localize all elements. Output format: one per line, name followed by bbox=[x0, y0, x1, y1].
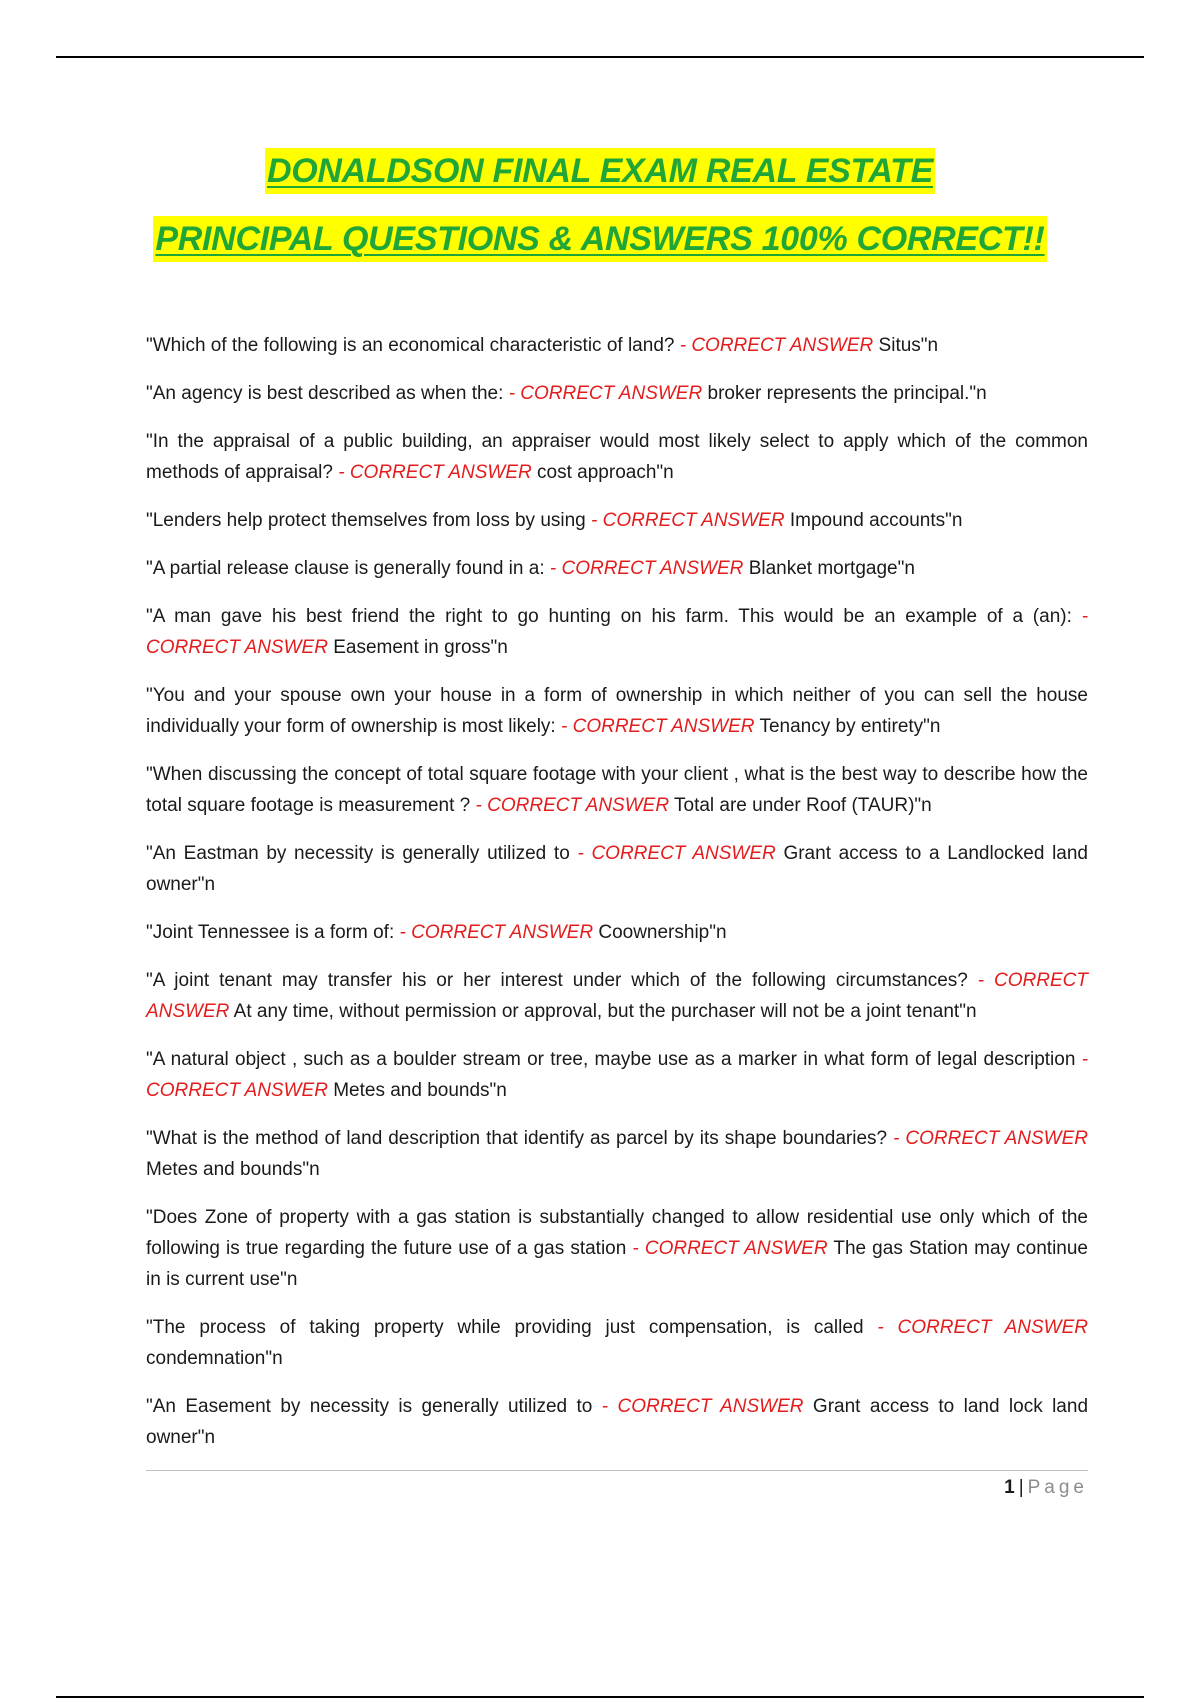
correct-answer-marker: - CORRECT ANSWER bbox=[146, 1049, 1089, 1101]
correct-answer-marker: - CORRECT ANSWER bbox=[146, 606, 1089, 658]
answer-text: cost approach"n bbox=[537, 462, 674, 483]
correct-answer-marker: - CORRECT ANSWER bbox=[893, 1128, 1088, 1149]
correct-answer-marker: - CORRECT ANSWER bbox=[561, 716, 755, 737]
qa-item bbox=[146, 505, 1088, 536]
correct-answer-marker: - CORRECT ANSWER bbox=[146, 970, 1088, 1022]
answer-text: At any time, without permission or approval, but the purchaser will not be a joint tenant"n bbox=[233, 1001, 977, 1022]
answer-text: Grant access to land lock land owner"n bbox=[146, 1396, 1089, 1448]
title-line-1: DONALDSON FINAL EXAM REAL ESTATE bbox=[265, 148, 935, 194]
qa-item bbox=[146, 330, 1088, 361]
question-text: "A partial release clause is generally found in a: bbox=[146, 558, 545, 579]
qa-item bbox=[146, 378, 1088, 409]
qa-item bbox=[146, 917, 1088, 948]
qa-item bbox=[146, 553, 1088, 584]
answer-text: Blanket mortgage"n bbox=[748, 558, 915, 579]
title-line-2: PRINCIPAL QUESTIONS & ANSWERS 100% CORRECT!! bbox=[153, 216, 1046, 262]
question-text: "You and your spouse own your house in a form of ownership in which neither of you can sell the house individually your form of ownership is most likely: bbox=[146, 685, 1088, 737]
question-text: "When discussing the concept of total square footage with your client , what is the best way to describe how the total square footage is measurement ? bbox=[146, 764, 1088, 816]
question-text: "An Easement by necessity is generally utilized to bbox=[146, 1396, 593, 1417]
question-text: "In the appraisal of a public building, an appraiser would most likely select to apply which of the common methods of appraisal? bbox=[146, 431, 1088, 483]
answer-text: Metes and bounds"n bbox=[333, 1080, 507, 1101]
page-separator: | bbox=[1018, 1477, 1024, 1498]
top-rule bbox=[56, 56, 1144, 58]
correct-answer-marker: - CORRECT ANSWER bbox=[679, 335, 874, 356]
page-label: Page bbox=[1027, 1477, 1088, 1498]
answer-text: broker represents the principal."n bbox=[707, 383, 987, 404]
answer-text: Easement in gross"n bbox=[333, 637, 508, 658]
qa-item bbox=[146, 1044, 1088, 1106]
qa-item bbox=[146, 1202, 1088, 1295]
document-title bbox=[0, 148, 1200, 262]
question-text: "Which of the following is an economical characteristic of land? bbox=[146, 335, 675, 356]
correct-answer-marker: - CORRECT ANSWER bbox=[632, 1238, 828, 1259]
answer-text: Tenancy by entirety"n bbox=[759, 716, 941, 737]
question-text: "An agency is best described as when the: bbox=[146, 383, 504, 404]
qa-item bbox=[146, 680, 1088, 742]
qa-item bbox=[146, 1312, 1088, 1374]
page-footer bbox=[1004, 1474, 1088, 1502]
question-text: "An Eastman by necessity is generally utilized to bbox=[146, 843, 570, 864]
qa-item bbox=[146, 838, 1088, 900]
qa-item bbox=[146, 601, 1088, 663]
qa-item bbox=[146, 759, 1088, 821]
answer-text: Metes and bounds"n bbox=[146, 1159, 320, 1180]
correct-answer-marker: - CORRECT ANSWER bbox=[591, 510, 785, 531]
footer-rule bbox=[146, 1470, 1088, 1471]
qa-item bbox=[146, 426, 1088, 488]
correct-answer-marker: - CORRECT ANSWER bbox=[577, 843, 776, 864]
question-text: "Lenders help protect themselves from loss by using bbox=[146, 510, 586, 531]
answer-text: condemnation"n bbox=[146, 1348, 283, 1369]
bottom-rule bbox=[56, 1696, 1144, 1698]
question-text: "Does Zone of property with a gas station is substantially changed to allow residential use only which of the following is true regarding the future use of a gas station bbox=[146, 1207, 1088, 1259]
answer-text: Impound accounts"n bbox=[789, 510, 963, 531]
correct-answer-marker: - CORRECT ANSWER bbox=[877, 1317, 1088, 1338]
question-text: "What is the method of land description that identify as parcel by its shape boundaries? bbox=[146, 1128, 888, 1149]
answer-text: Situs"n bbox=[878, 335, 939, 356]
answer-text: Grant access to a Landlocked land owner"n bbox=[146, 843, 1089, 895]
qa-list bbox=[146, 330, 1088, 1470]
question-text: "A natural object , such as a boulder stream or tree, maybe use as a marker in what form of legal description bbox=[146, 1049, 1076, 1070]
correct-answer-marker: - CORRECT ANSWER bbox=[549, 558, 744, 579]
question-text: "A joint tenant may transfer his or her interest under which of the following circumstances? bbox=[146, 970, 968, 991]
correct-answer-marker: - CORRECT ANSWER bbox=[338, 462, 532, 483]
qa-item bbox=[146, 1391, 1088, 1453]
question-text: "A man gave his best friend the right to go hunting on his farm. This would be an example of a (an): bbox=[146, 606, 1072, 627]
answer-text: Total are under Roof (TAUR)"n bbox=[674, 795, 932, 816]
qa-item bbox=[146, 1123, 1088, 1185]
correct-answer-marker: - CORRECT ANSWER bbox=[399, 922, 594, 943]
question-text: "The process of taking property while providing just compensation, is called bbox=[146, 1317, 864, 1338]
question-text: "Joint Tennessee is a form of: bbox=[146, 922, 395, 943]
correct-answer-marker: - CORRECT ANSWER bbox=[601, 1396, 804, 1417]
answer-text: The gas Station may continue in is current use"n bbox=[146, 1238, 1088, 1290]
qa-item bbox=[146, 965, 1088, 1027]
answer-text: Coownership"n bbox=[598, 922, 727, 943]
correct-answer-marker: - CORRECT ANSWER bbox=[475, 795, 670, 816]
page-number: 1 bbox=[1004, 1477, 1015, 1498]
correct-answer-marker: - CORRECT ANSWER bbox=[508, 383, 703, 404]
